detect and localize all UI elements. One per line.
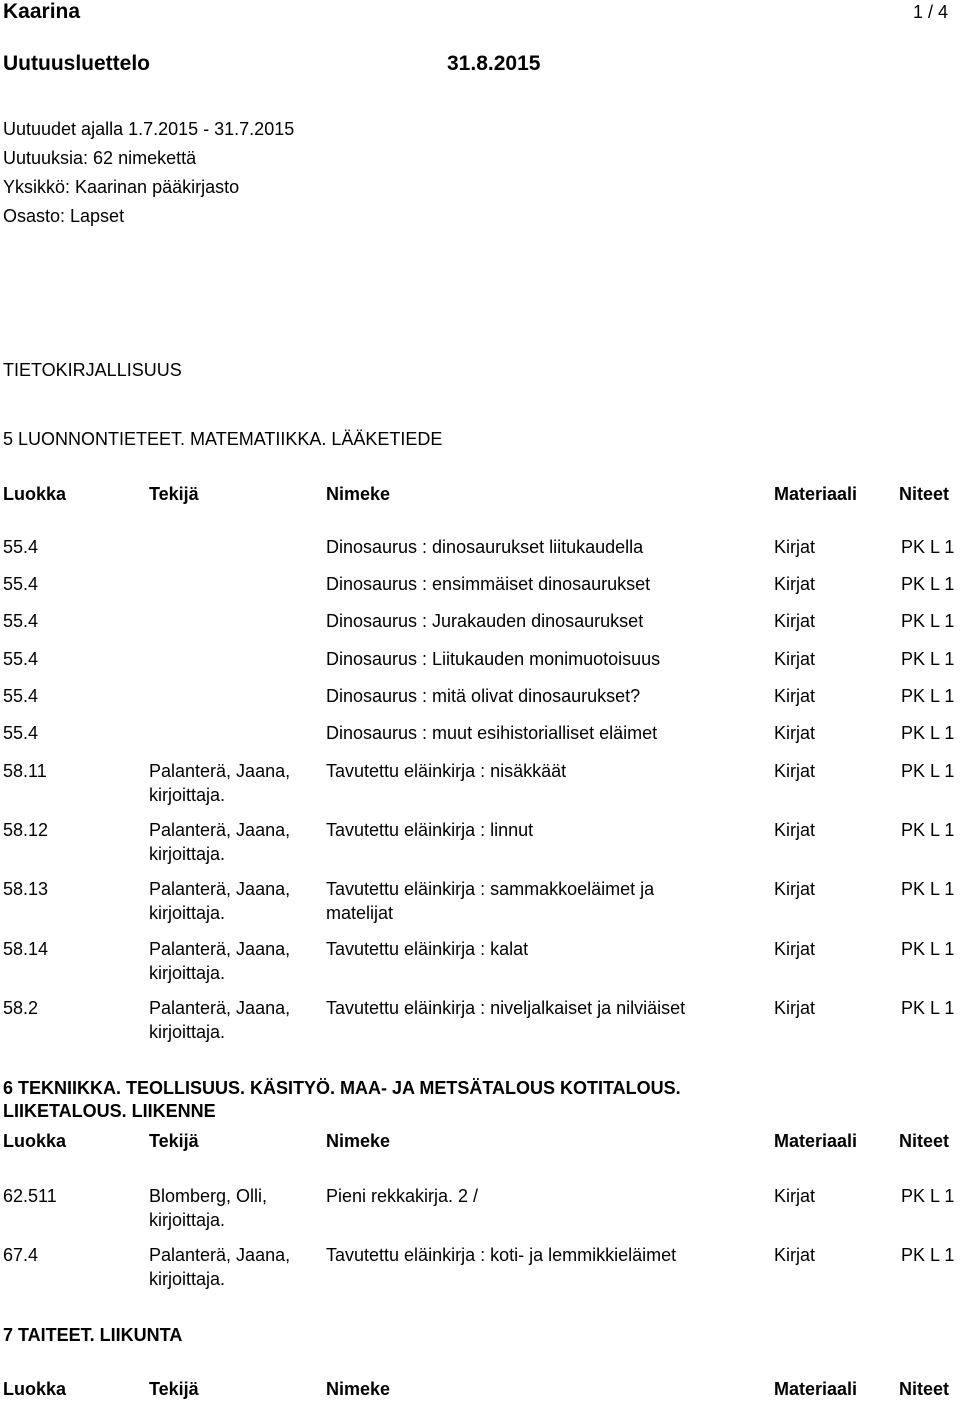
tekija-role: kirjoittaja. xyxy=(149,1210,226,1230)
tekija-cell: Palanterä, Jaana, xyxy=(149,820,291,840)
col-luokka-header: Luokka xyxy=(3,484,67,504)
library-name: Kaarina xyxy=(3,0,81,23)
niteet-cell: PK L 1 xyxy=(901,1245,955,1265)
luokka-cell: 67.4 xyxy=(3,1245,39,1265)
nimeke-cell: Dinosaurus : mitä olivat dinosaurukset? xyxy=(326,686,641,706)
materiaali-cell: Kirjat xyxy=(774,574,816,594)
niteet-cell: PK L 1 xyxy=(901,537,955,557)
section-5-heading: 5 LUONNONTIETEET. MATEMATIIKKA. LÄÄKETIEDE xyxy=(3,429,443,449)
col-niteet-header: Niteet xyxy=(899,1379,950,1399)
col-niteet-header: Niteet xyxy=(899,484,950,504)
materiaali-cell: Kirjat xyxy=(774,1245,816,1265)
nimeke-cell: Dinosaurus : Liitukauden monimuotoisuus xyxy=(326,649,661,669)
niteet-cell: PK L 1 xyxy=(901,686,955,706)
count-text: Uutuuksia: 62 nimekettä xyxy=(3,148,197,168)
niteet-cell: PK L 1 xyxy=(901,611,955,631)
nimeke-cell: Dinosaurus : muut esihistorialliset eläimet xyxy=(326,723,658,743)
tekija-role: kirjoittaja. xyxy=(149,1022,226,1042)
nimeke-cell: Tavutettu eläinkirja : linnut xyxy=(326,820,534,840)
nimeke-cell: Tavutettu eläinkirja : niveljalkaiset ja nilviäiset xyxy=(326,998,686,1018)
luokka-cell: 55.4 xyxy=(3,686,39,706)
document-title: Uutuusluettelo xyxy=(3,52,150,75)
luokka-cell: 58.14 xyxy=(3,939,49,959)
col-nimeke-header: Nimeke xyxy=(326,484,391,504)
nimeke-cell: Tavutettu eläinkirja : koti- ja lemmikkieläimet xyxy=(326,1245,677,1265)
luokka-cell: 55.4 xyxy=(3,611,39,631)
materiaali-cell: Kirjat xyxy=(774,537,816,557)
department-text: Osasto: Lapset xyxy=(3,206,125,226)
tekija-role: kirjoittaja. xyxy=(149,844,226,864)
nimeke-cell: Tavutettu eläinkirja : kalat xyxy=(326,939,529,959)
niteet-cell: PK L 1 xyxy=(901,1186,955,1206)
materiaali-cell: Kirjat xyxy=(774,1186,816,1206)
niteet-cell: PK L 1 xyxy=(901,998,955,1018)
unit-text: Yksikkö: Kaarinan pääkirjasto xyxy=(3,177,240,197)
materiaali-cell: Kirjat xyxy=(774,879,816,899)
col-materiaali-header: Materiaali xyxy=(774,1131,858,1151)
tekija-role: kirjoittaja. xyxy=(149,785,226,805)
materiaali-cell: Kirjat xyxy=(774,686,816,706)
col-niteet-header: Niteet xyxy=(899,1131,950,1151)
tekija-cell: Palanterä, Jaana, xyxy=(149,761,291,781)
materiaali-cell: Kirjat xyxy=(774,820,816,840)
niteet-cell: PK L 1 xyxy=(901,649,955,669)
materiaali-cell: Kirjat xyxy=(774,649,816,669)
nimeke-cell: Dinosaurus : dinosaurukset liitukaudella xyxy=(326,537,644,557)
tekija-role: kirjoittaja. xyxy=(149,903,226,923)
col-nimeke-header: Nimeke xyxy=(326,1379,391,1399)
tekija-cell: Palanterä, Jaana, xyxy=(149,879,291,899)
nimeke-cell: Dinosaurus : Jurakauden dinosaurukset xyxy=(326,611,644,631)
tekija-cell: Blomberg, Olli, xyxy=(149,1186,268,1206)
luokka-cell: 55.4 xyxy=(3,537,39,557)
niteet-cell: PK L 1 xyxy=(901,574,955,594)
niteet-cell: PK L 1 xyxy=(901,723,955,743)
niteet-cell: PK L 1 xyxy=(901,879,955,899)
materiaali-cell: Kirjat xyxy=(774,998,816,1018)
niteet-cell: PK L 1 xyxy=(901,761,955,781)
document-date: 31.8.2015 xyxy=(447,52,541,75)
tekija-cell: Palanterä, Jaana, xyxy=(149,1245,291,1265)
col-luokka-header: Luokka xyxy=(3,1379,67,1399)
luokka-cell: 55.4 xyxy=(3,574,39,594)
materiaali-cell: Kirjat xyxy=(774,723,816,743)
section-6-heading-continued: LIIKETALOUS. LIIKENNE xyxy=(3,1101,216,1121)
niteet-cell: PK L 1 xyxy=(901,939,955,959)
section-7-heading: 7 TAITEET. LIIKUNTA xyxy=(3,1325,183,1345)
materiaali-cell: Kirjat xyxy=(774,611,816,631)
col-tekija-header: Tekijä xyxy=(149,1131,199,1151)
tekija-role: kirjoittaja. xyxy=(149,1269,226,1289)
nimeke-cell: Tavutettu eläinkirja : sammakkoeläimet ja xyxy=(326,879,655,899)
nimeke-cell-continued: matelijat xyxy=(326,903,394,923)
nimeke-cell: Pieni rekkakirja. 2 / xyxy=(326,1186,479,1206)
nimeke-cell: Dinosaurus : ensimmäiset dinosaurukset xyxy=(326,574,651,594)
luokka-cell: 62.511 xyxy=(3,1186,57,1206)
niteet-cell: PK L 1 xyxy=(901,820,955,840)
tekija-cell: Palanterä, Jaana, xyxy=(149,939,291,959)
tekija-role: kirjoittaja. xyxy=(149,963,226,983)
luokka-cell: 55.4 xyxy=(3,649,39,669)
col-tekija-header: Tekijä xyxy=(149,1379,199,1399)
col-luokka-header: Luokka xyxy=(3,1131,67,1151)
col-materiaali-header: Materiaali xyxy=(774,484,858,504)
period-text: Uutuudet ajalla 1.7.2015 - 31.7.2015 xyxy=(3,119,295,139)
luokka-cell: 55.4 xyxy=(3,723,39,743)
col-materiaali-header: Materiaali xyxy=(774,1379,858,1399)
materiaali-cell: Kirjat xyxy=(774,761,816,781)
luokka-cell: 58.12 xyxy=(3,820,49,840)
category-heading: TIETOKIRJALLISUUS xyxy=(3,360,182,380)
luokka-cell: 58.13 xyxy=(3,879,49,899)
col-nimeke-header: Nimeke xyxy=(326,1131,391,1151)
materiaali-cell: Kirjat xyxy=(774,939,816,959)
tekija-cell: Palanterä, Jaana, xyxy=(149,998,291,1018)
luokka-cell: 58.11 xyxy=(3,761,47,781)
section-6-heading: 6 TEKNIIKKA. TEOLLISUUS. KÄSITYÖ. MAA- JA METSÄTALOUS KOTITALOUS. xyxy=(3,1078,681,1098)
luokka-cell: 58.2 xyxy=(3,998,39,1018)
nimeke-cell: Tavutettu eläinkirja : nisäkkäät xyxy=(326,761,567,781)
col-tekija-header: Tekijä xyxy=(149,484,199,504)
page-number: 1 / 4 xyxy=(913,2,949,22)
